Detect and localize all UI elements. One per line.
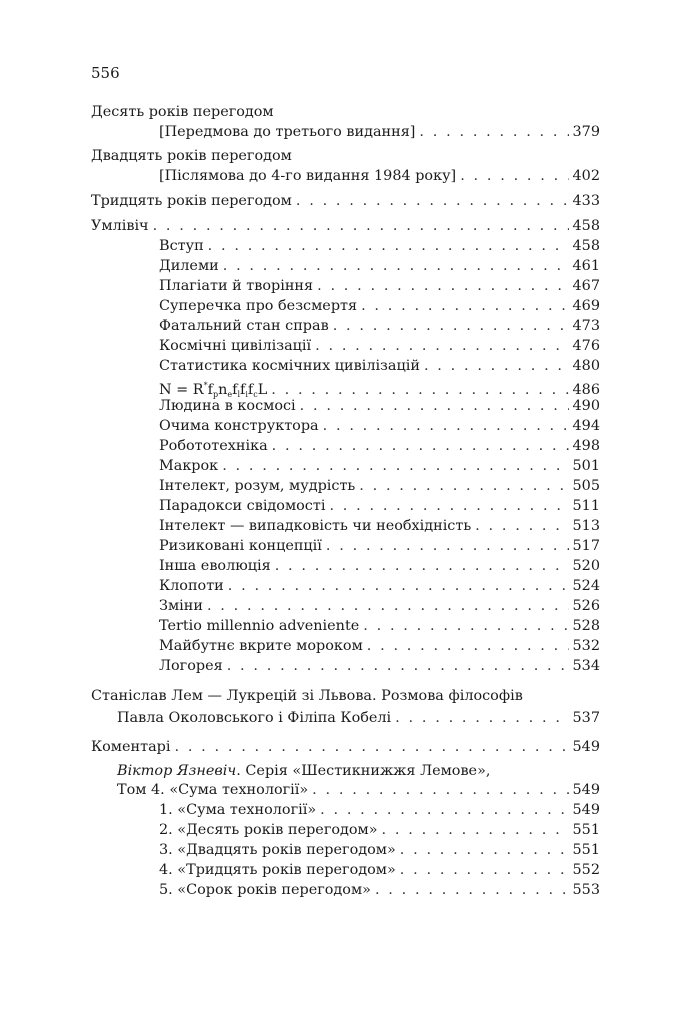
toc-subentry[interactable] [159,860,600,880]
toc-entry-title: Вступ [159,238,204,254]
toc-subentry[interactable] [159,416,600,436]
toc-entry-title: Майбутнє вкрите мороком [159,638,363,654]
dot-leader [275,556,569,576]
toc-entry-title: Tertio millennio adveniente [159,618,360,634]
toc-entry-title: 2. «Десять років перегодом» [159,822,378,838]
toc-entry-page: 433 [572,193,600,209]
toc-subentry[interactable] [159,840,600,860]
toc-heading-lem-lucretius: Станіслав Лем — Лукрецій зі Львова. Розмова філософів [91,688,523,704]
toc-entry-title: Тридцять років перегодом [91,193,292,209]
toc-entry-page: 526 [572,598,600,614]
dot-leader [382,820,569,840]
dot-leader [222,456,568,476]
toc-entry-page: 505 [572,478,600,494]
toc-entry-title: Умлівіч [91,218,149,234]
toc-subentry[interactable] [159,476,600,496]
dot-leader [329,496,568,516]
dot-leader [419,122,568,142]
toc-subentry[interactable] [159,616,600,636]
toc-subentry[interactable] [159,576,600,596]
toc-entry-title: Робототехніка [159,438,268,454]
toc-entry-title: Дилеми [159,258,219,274]
toc-entry-page: 501 [572,458,600,474]
toc-entry-page: 549 [572,802,600,818]
toc-entry-page: 467 [572,278,600,294]
commentary-author: Віктор Язневіч [117,763,237,779]
toc-entry-page: 537 [572,710,600,726]
toc-subentry[interactable] [159,656,600,676]
toc-entry-volume-4[interactable] [117,780,600,800]
toc-entry-title: 4. «Тридцять років перегодом» [159,862,396,878]
toc-subentry[interactable] [159,880,600,900]
toc-entry-title: Коментарі [91,739,171,755]
dot-leader [359,476,568,496]
dot-leader [174,737,568,757]
toc-entry-title: Статистика космічних цивілізацій [159,358,420,374]
dot-leader [367,636,569,656]
dot-leader [424,356,569,376]
toc-entry-title: Павла Околовського і Філіпа Кобелі [117,710,392,726]
dot-leader [400,860,569,880]
toc-heading-twenty-years: Двадцять років перегодом [91,148,292,164]
toc-entry-title: 1. «Сума технології» [159,802,317,818]
toc-entry-title: [Післямова до 4-го видання 1984 року] [159,168,457,184]
dot-leader [208,236,569,256]
toc-entry-ten-years-preface[interactable] [159,122,600,142]
toc-entry-page: 549 [572,739,600,755]
dot-leader [228,576,569,596]
dot-leader [460,166,568,186]
dot-leader [207,596,569,616]
dot-leader [323,416,569,436]
toc-entry-page: 549 [572,782,600,798]
toc-entry-title: Зміни [159,598,203,614]
dot-leader [227,656,569,676]
toc-entry-title: Інтелект, розум, мудрість [159,478,356,494]
toc-entry-title: Суперечка про безсмертя [159,298,358,314]
toc-subentry[interactable] [159,596,600,616]
toc-entry-page: 461 [572,258,600,274]
dot-leader [326,536,569,556]
toc-entry-page: 494 [572,418,600,434]
toc-entry-page: 517 [572,538,600,554]
toc-subentry[interactable] [159,396,600,416]
dot-leader [361,296,568,316]
toc-entry-page: 480 [572,358,600,374]
dot-leader [400,840,569,860]
toc-entry-title: Інтелект — випадковість чи необхідність [159,518,472,534]
toc-subentry[interactable] [159,456,600,476]
toc-subentry[interactable] [159,636,600,656]
toc-entry-title: Фатальний стан справ [159,318,329,334]
toc-subentry[interactable] [159,376,600,399]
dot-leader [320,800,568,820]
toc-entry-page: 458 [572,238,600,254]
dot-leader [317,276,568,296]
toc-entry-page: 532 [572,638,600,654]
toc-subentry[interactable] [159,316,600,336]
page-number: 556 [91,64,120,82]
dot-leader [272,436,569,456]
toc-subentry[interactable] [159,496,600,516]
toc-entry-lem-lucretius[interactable] [117,708,600,728]
toc-entry-title: Макрок [159,458,219,474]
toc-entry-title: 5. «Сорок років перегодом» [159,882,371,898]
toc-subentry[interactable] [159,516,600,536]
dot-leader [312,780,568,800]
toc-entry-title: Парадокси свідомості [159,498,326,514]
dot-leader [153,216,569,236]
toc-entry-page: 476 [572,338,600,354]
toc-subentry[interactable] [159,276,600,296]
toc-entry-title: 3. «Двадцять років перегодом» [159,842,396,858]
commentary-series-title: . Серія «Шестикнижжя Лемове», [236,763,491,779]
dot-leader [375,880,569,900]
toc-entry-page: 551 [572,842,600,858]
toc-entry-page: 379 [572,124,600,140]
toc-entry-title: Космічні цивілізації [159,338,312,354]
toc-subentry[interactable] [159,296,600,316]
toc-commentary-series [117,761,490,781]
dot-leader [223,256,569,276]
toc-entry-page: 551 [572,822,600,838]
dot-leader [296,191,569,211]
toc-entry-page: 528 [572,618,600,634]
toc-subentry[interactable] [159,356,600,376]
dot-leader [363,616,568,636]
toc-subentry[interactable] [159,800,600,820]
toc-entry-umlivich[interactable] [91,216,600,236]
toc-entry-page: 520 [572,558,600,574]
toc-entry-page: 534 [572,658,600,674]
toc-entry-page: 513 [572,518,600,534]
toc-entry-title: Логорея [159,658,223,674]
toc-entry-title: $N = R^*f_pn_ef_lf_if_cL$ [159,381,268,399]
toc-entry-title: Очима конструктора [159,418,319,434]
toc-subentry[interactable] [159,256,600,276]
dot-leader [300,396,569,416]
toc-entry-thirty-years[interactable] [91,191,600,211]
dot-leader [315,336,568,356]
toc-entry-page: 552 [572,862,600,878]
toc-entry-page: 511 [572,498,600,514]
toc-subentry[interactable] [159,236,600,256]
toc-subentry[interactable] [159,536,600,556]
dot-leader [475,516,568,536]
toc-subentry[interactable] [159,556,600,576]
toc-entry-commentary[interactable] [91,737,600,757]
toc-subentry[interactable] [159,336,600,356]
toc-entry-page: 524 [572,578,600,594]
toc-subentry[interactable] [159,820,600,840]
toc-entry-page: 469 [572,298,600,314]
toc-entry-title: Інша еволюція [159,558,271,574]
toc-entry-page: 490 [572,398,600,414]
toc-subentry[interactable] [159,436,600,456]
toc-entry-page: 498 [572,438,600,454]
toc-entry-page: 486 [572,382,600,398]
toc-heading-ten-years: Десять років перегодом [91,104,274,120]
toc-entry-title: Клопоти [159,578,224,594]
toc-entry-page: 553 [572,882,600,898]
toc-entry-title: Плагіати й творіння [159,278,314,294]
toc-entry-page: 402 [572,168,600,184]
toc-entry-page: 458 [572,218,600,234]
dot-leader [333,316,569,336]
toc-entry-title: [Передмова до третього видання] [159,124,416,140]
toc-entry-title: Том 4. «Сума технології» [117,782,309,798]
toc-entry-page: 473 [572,318,600,334]
dot-leader [395,708,568,728]
toc-entry-title: Ризиковані концепції [159,538,322,554]
toc-entry-title: Людина в космосі [159,398,296,414]
toc-entry-twenty-years-afterword[interactable] [159,166,600,186]
